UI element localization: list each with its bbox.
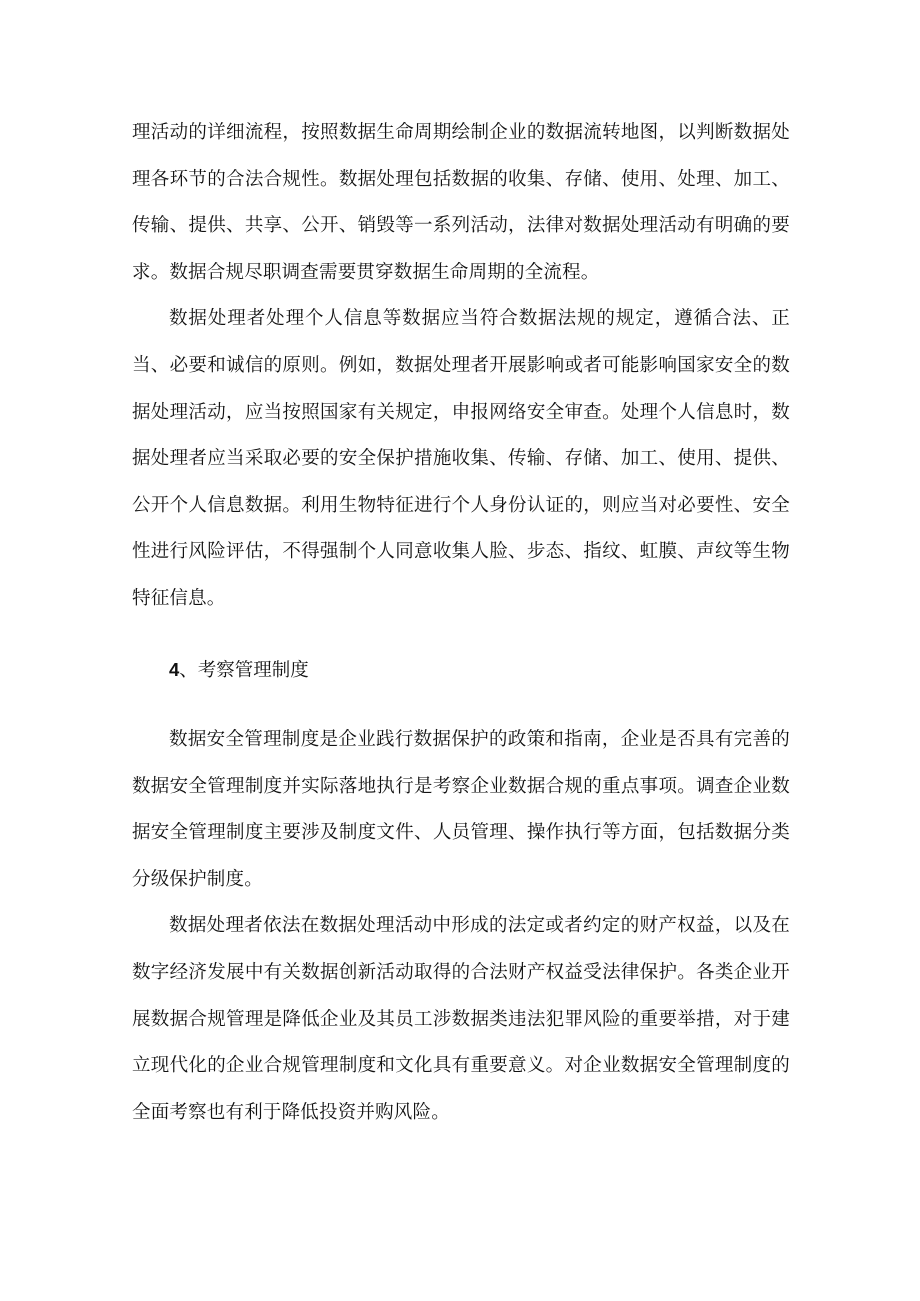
paragraph-personal-info: 数据处理者处理个人信息等数据应当符合数据法规的规定，遵循合法、正当、必要和诚信的原则。例如，数据处理者开展影响或者可能影响国家安全的数据处理活动，应当按照国家有关规定，申报网络安全审查。处理个人信息时，数据处理者应当采取必要的安全保护措施收集、传输、存储、加工、使用、提供、公开个人信息数据。利用生物特征进行个人身份认证的，则应当对必要性、安全性进行风险评估，不得强制个人同意收集人脸、步态、指纹、虹膜、声纹等生物特征信息。 (132, 308, 790, 609)
section-heading (132, 647, 790, 695)
section-title: 、考察管理制度 (179, 660, 309, 681)
paragraph-security-system: 数据安全管理制度是企业践行数据保护的政策和指南，企业是否具有完善的数据安全管理制度并实际落地执行是考察企业数据合规的重点事项。调查企业数据安全管理制度主要涉及制度文件、人员管理、操作执行等方面，包括数据分类分级保护制度。 (132, 729, 790, 890)
paragraph-data-processing-flow: 理活动的详细流程，按照数据生命周期绘制企业的数据流转地图，以判断数据处理各环节的合法合规性。数据处理包括数据的收集、存储、使用、处理、加工、传输、提供、共享、公开、销毁等一系列活动，法律对数据处理活动有明确的要求。数据合规尽职调查需要贯穿数据生命周期的全流程。 (132, 122, 790, 283)
body-text-bottom (132, 717, 790, 1136)
paragraph-property-rights: 数据处理者依法在数据处理活动中形成的法定或者约定的财产权益，以及在数字经济发展中有关数据创新活动取得的合法财产权益受法律保护。各类企业开展数据合规管理是降低企业及其员工涉数据类违法犯罪风险的重要举措，对于建立现代化的企业合规管理制度和文化具有重要意义。对企业数据安全管理制度的全面考察也有利于降低投资并购风险。 (132, 915, 790, 1123)
section-number: 4 (169, 659, 180, 680)
body-text-top (132, 110, 790, 623)
